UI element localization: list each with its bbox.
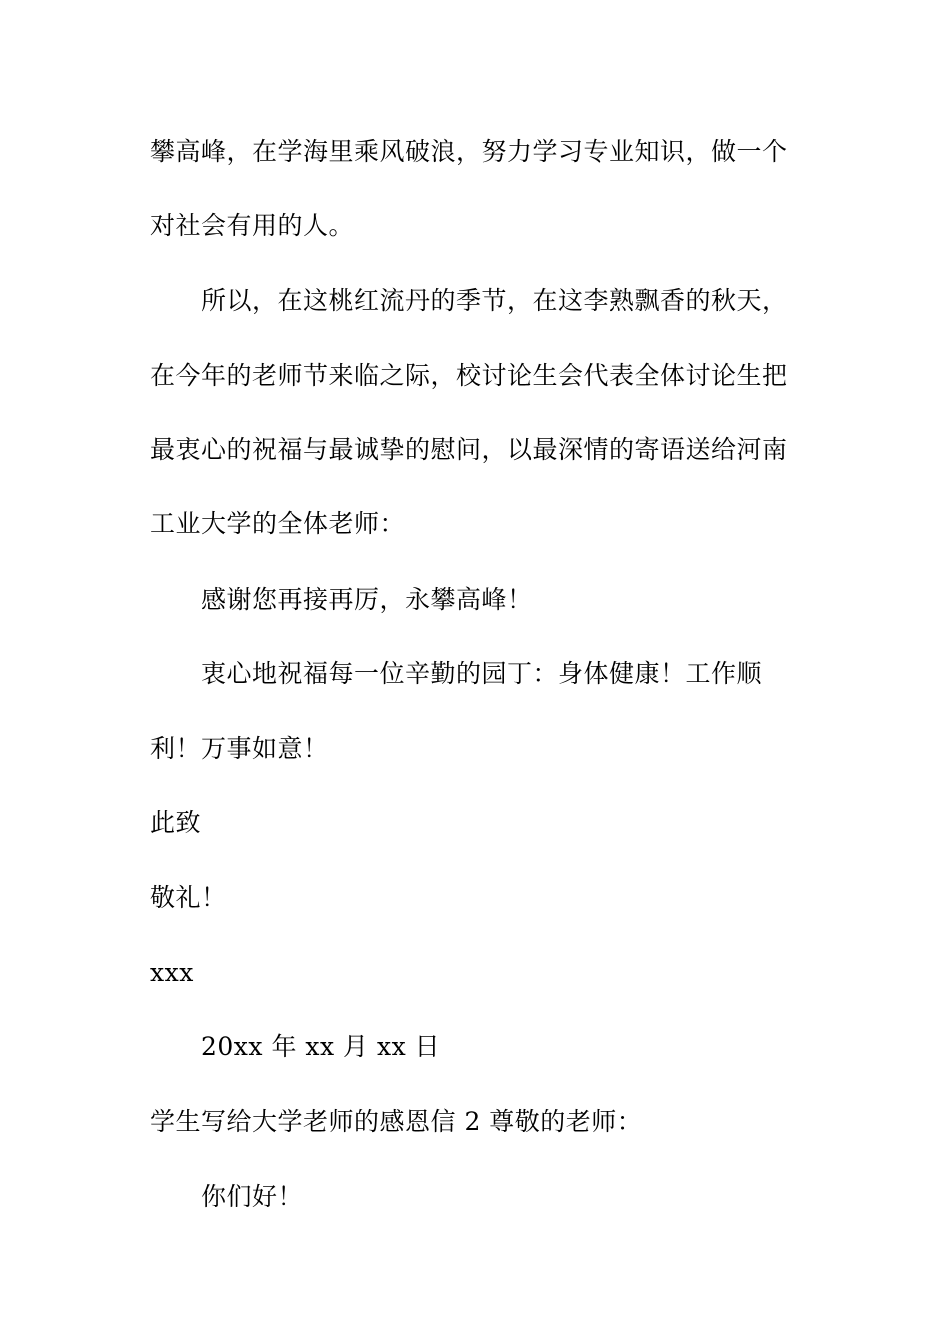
- paragraph-start-line: 衷心地祝福每一位辛勤的园丁：身体健康！工作顺: [201, 659, 763, 688]
- greeting-line: 你们好！: [201, 1182, 304, 1211]
- paragraph-start-line: 感谢您再接再厉，永攀高峰！: [201, 585, 533, 614]
- body-line: 攀高峰，在学海里乘风破浪，努力学习专业知识，做一个: [150, 137, 788, 166]
- body-line: 利！万事如意！: [150, 734, 329, 763]
- closing-salutation: 此致: [150, 808, 202, 837]
- body-line: 对社会有用的人。: [150, 211, 355, 240]
- closing-greeting: 敬礼！: [150, 883, 227, 912]
- body-line: 在今年的老师节来临之际，校讨论生会代表全体讨论生把: [150, 361, 788, 390]
- signature: xxx: [150, 958, 194, 987]
- body-line: 最衷心的祝福与最诚挚的慰问，以最深情的寄语送给河南: [150, 435, 788, 464]
- paragraph-start-line: 所以，在这桃红流丹的季节，在这李熟飘香的秋天，: [201, 286, 788, 315]
- body-line: 工业大学的全体老师：: [150, 509, 406, 538]
- section-heading-line: 学生写给大学老师的感恩信 2 尊敬的老师：: [150, 1107, 643, 1136]
- date-line: 20xx 年 xx 月 xx 日: [201, 1032, 441, 1061]
